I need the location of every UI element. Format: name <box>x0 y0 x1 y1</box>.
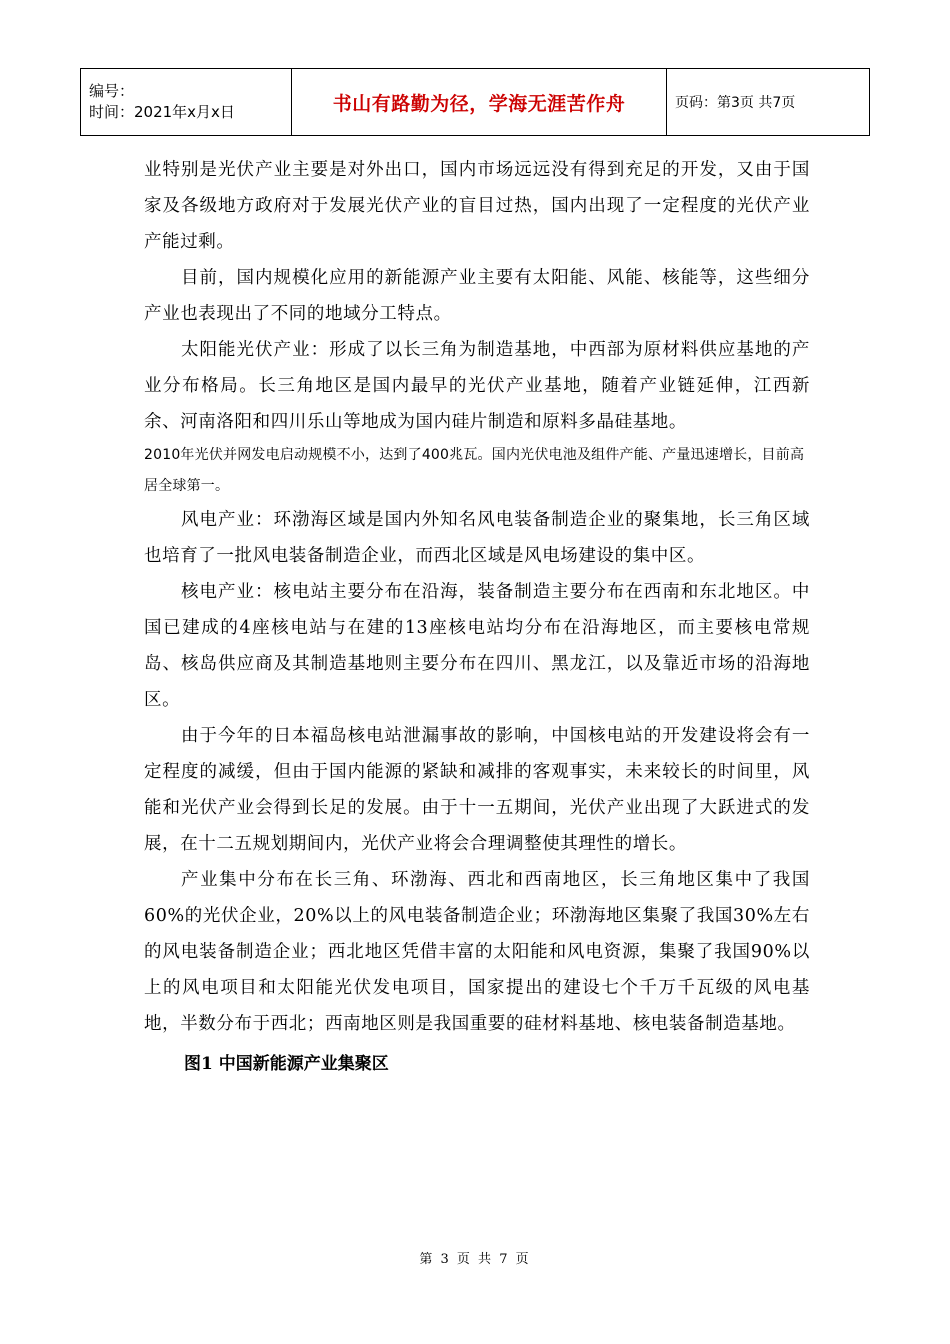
header-page-label: 页码：第3页 共7页 <box>667 69 870 136</box>
header-motto: 书山有路勤为径，学海无涯苦作舟 <box>292 69 667 136</box>
header-meta-cell <box>81 69 292 136</box>
paragraph-outlook: 由于今年的日本福岛核电站泄漏事故的影响，中国核电站的开发建设将会有一定程度的减缓，但由于国内能源的紧缺和减排的客观事实，未来较长的时间里，风能和光伏产业会得到长足的发展。由于十一五期间，光伏产业出现了大跃进式的发展，在十二五规划期间内，光伏产业将会合理调整使其理性的增长。 <box>144 726 810 854</box>
document-header <box>80 68 870 136</box>
paragraph-2: 目前，国内规模化应用的新能源产业主要有太阳能、风能、核能等，这些细分产业也表现出了不同的地域分工特点。 <box>144 268 810 324</box>
figure-caption: 图1 中国新能源产业集聚区 <box>184 1054 389 1074</box>
document-body <box>144 152 810 1084</box>
date-label: 时间：2021年x月x日 <box>89 103 235 121</box>
paragraph-solar: 太阳能光伏产业：形成了以长三角为制造基地，中西部为原材料供应基地的产业分布格局。长三角地区是国内最早的光伏产业基地，随着产业链延伸，江西新余、河南洛阳和四川乐山等地成为国内硅片制造和原料多晶硅基地。 <box>144 340 810 432</box>
paragraph-1: 业特别是光伏产业主要是对外出口，国内市场远远没有得到充足的开发，又由于国家及各级地方政府对于发展光伏产业的盲目过热，国内出现了一定程度的光伏产业产能过剩。 <box>144 160 810 252</box>
paragraph-nuclear: 核电产业：核电站主要分布在沿海，装备制造主要分布在西南和东北地区。中国已建成的4座核电站与在建的13座核电站均分布在沿海地区，而主要核电常规岛、核岛供应商及其制造基地则主要分布在四川、黑龙江，以及靠近市场的沿海地区。 <box>144 582 810 710</box>
number-label: 编号： <box>89 82 135 100</box>
paragraph-clusters: 产业集中分布在长三角、环渤海、西北和西南地区，长三角地区集中了我国60%的光伏企业，20%以上的风电装备制造企业；环渤海地区集聚了我国30%左右的风电装备制造企业；西北地区凭借丰富的太阳能和风电资源，集聚了我国90%以上的风电项目和太阳能光伏发电项目，国家提出的建设七个千万千瓦级的风电基地，半数分布于西北；西南地区则是我国重要的硅材料基地、核电装备制造基地。 <box>144 870 810 1034</box>
paragraph-wind: 风电产业：环渤海区域是国内外知名风电装备制造企业的聚集地，长三角区域也培育了一批风电装备制造企业，而西北区域是风电场建设的集中区。 <box>144 510 810 566</box>
paragraph-solar-stats: 2010年光伏并网发电启动规模不小，达到了400兆瓦。国内光伏电池及组件产能、产量迅速增长，目前高居全球第一。 <box>144 447 805 494</box>
page-footer: 第 3 页 共 7 页 <box>419 1252 531 1267</box>
